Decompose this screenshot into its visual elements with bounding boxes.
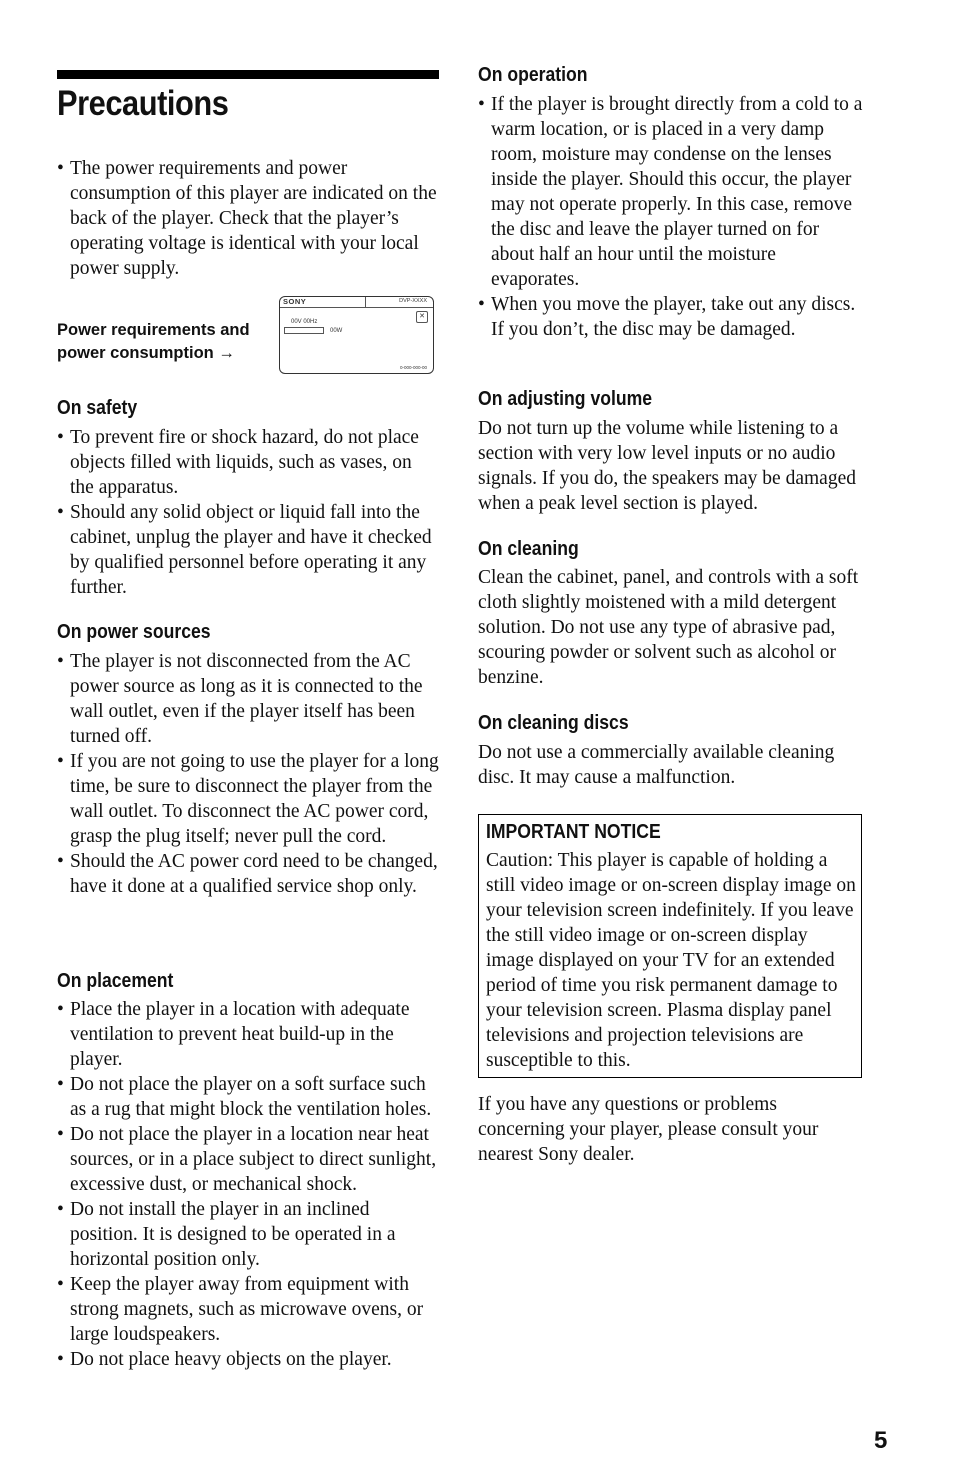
closing-section xyxy=(478,1092,864,1167)
page-number: 5 xyxy=(874,1427,888,1454)
cleaning-text: Clean the cabinet, panel, and controls with a soft cloth slightly moistened with a mild detergent solution. Do not use any type of abrasive pad, scouring powder or solvent such as alcohol or benzine. xyxy=(478,567,859,688)
intro-list xyxy=(57,156,439,281)
heading-on-operation: On operation xyxy=(478,64,588,86)
label-divider xyxy=(365,297,366,307)
notice-text: Caution: This player is capable of holding a still video image or on-screen display image on your television screen indefinitely. If you leave the still video image or on-screen display image displayed on your TV for an extended period of time you risk permanent damage to your television screen. Plasma display panel televisions and projection televisions are susceptible to this. xyxy=(486,850,856,1071)
model-number: DVP-XXXX xyxy=(399,298,427,304)
volume-section xyxy=(478,416,866,516)
volume-text: Do not turn up the volume while listening to a section with very low level inputs or no audio signals. If you do, the speakers may be damaged when a peak level section is played. xyxy=(478,418,856,514)
heading-on-cleaning: On cleaning xyxy=(478,538,579,560)
heading-on-power-sources: On power sources xyxy=(57,621,211,643)
heading-on-safety: On safety xyxy=(57,397,138,419)
notice-body xyxy=(486,848,858,1073)
list-item: • Place the player in a location with adequate ventilation to prevent heat build-up in the player. xyxy=(57,997,439,1072)
list-item: • Do not place the player on a soft surface such as a rug that might block the ventilation holes. xyxy=(57,1072,439,1122)
heading-on-placement: On placement xyxy=(57,970,174,992)
list-item: • To prevent fire or shock hazard, do not place objects filled with liquids, such as vases, on the apparatus. xyxy=(57,425,439,500)
closing-text: If you have any questions or problems concerning your player, please consult your nearest Sony dealer. xyxy=(478,1094,819,1165)
cleaning-section xyxy=(478,565,864,690)
cleaning-discs-section xyxy=(478,740,864,790)
serial-number: 0-000-000-00 xyxy=(399,365,427,370)
list-item: • Keep the player away from equipment with strong magnets, such as microwave ovens, or large loudspeakers. xyxy=(57,1272,439,1347)
heading-on-adjusting-volume: On adjusting volume xyxy=(478,388,653,410)
intro-section xyxy=(57,156,439,281)
intro-bullet: • The power requirements and power consumption of this player are indicated on the back of the player. Check that the player’s operating voltage is identical with your local power supply. xyxy=(57,156,439,281)
list-item: • Should any solid object or liquid fall into the cabinet, unplug the player and have it checked by qualified personnel before operating it any further. xyxy=(57,500,439,600)
power-sources-section xyxy=(57,649,439,899)
operation-list xyxy=(478,92,864,342)
safety-list xyxy=(57,425,439,600)
title-rule xyxy=(57,70,439,79)
heading-on-cleaning-discs: On cleaning discs xyxy=(478,712,629,734)
list-item: • Do not install the player in an inclined position. It is designed to be operated in a horizontal position only. xyxy=(57,1197,439,1272)
placement-section xyxy=(57,997,439,1372)
list-item: • When you move the player, take out any discs. If you don’t, the disc may be damaged. xyxy=(478,292,864,342)
placement-list xyxy=(57,997,439,1372)
list-item: • Do not place the player in a location near heat sources, or in a place subject to direct sunlight, excessive dust, or mechanical shock. xyxy=(57,1122,439,1197)
wattage-rating: 00W xyxy=(330,328,343,334)
figure-caption: Power requirements and power consumption → xyxy=(57,321,250,362)
list-item: • The player is not disconnected from the AC power source as long as it is connected to the wall outlet, even if the player itself has been turned off. xyxy=(57,649,439,749)
list-item: • If you are not going to use the player for a long time, be sure to disconnect the player from the wall outlet. To disconnect the AC power cord, grasp the plug itself; never pull the cord. xyxy=(57,749,439,849)
list-item: • Do not place heavy objects on the player. xyxy=(57,1347,439,1372)
important-notice-box xyxy=(478,814,862,1078)
rating-label-illustration xyxy=(279,296,434,374)
notice-heading: IMPORTANT NOTICE xyxy=(486,821,661,843)
list-item: • Should the AC power cord need to be changed, have it done at a qualified service shop only. xyxy=(57,849,439,899)
cross-mark-icon: ✕ xyxy=(416,311,428,323)
voltage-rating: 00V 00Hz xyxy=(291,319,318,325)
safety-section xyxy=(57,425,439,600)
list-item: • If the player is brought directly from a cold to a warm location, or is placed in a very damp room, moisture may condense on the lenses inside the player. Should this occur, the player may not operate properly. In this case, remove the disc and leave the player turned on for about half an hour until the moisture evaporates. xyxy=(478,92,864,292)
brand-logo: SONY xyxy=(283,297,307,306)
page-title: Precautions xyxy=(57,84,229,123)
cleaning-discs-text: Do not use a commercially available cleaning disc. It may cause a malfunction. xyxy=(478,742,835,788)
operation-section xyxy=(478,92,864,342)
rating-box xyxy=(284,327,324,334)
power-sources-list xyxy=(57,649,439,899)
